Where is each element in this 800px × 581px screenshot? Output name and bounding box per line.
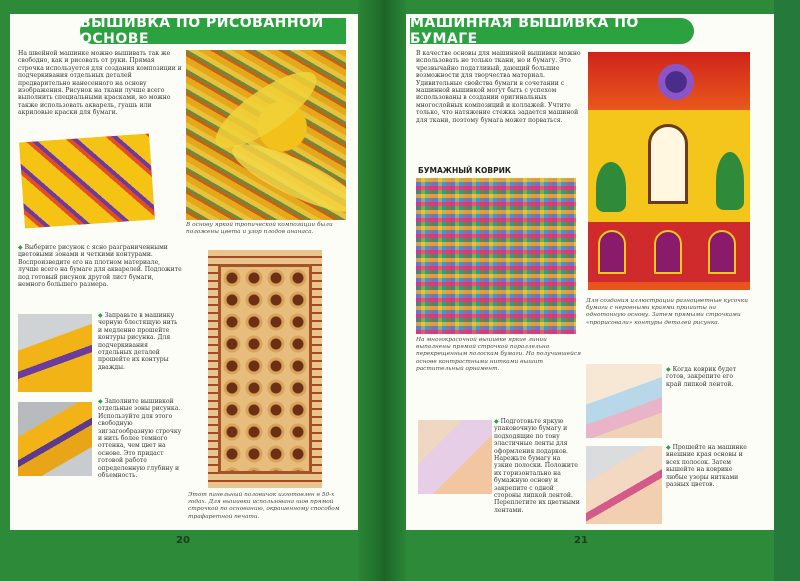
right-step2-body: Когда коврик будет готов, закрепите его край липкой лентой. bbox=[666, 366, 737, 388]
woven-paper-image bbox=[416, 178, 576, 334]
left-step2-text bbox=[98, 312, 182, 371]
paper-collage-flowers-image bbox=[588, 52, 750, 290]
left-step3-text bbox=[98, 398, 182, 479]
right-step3-text bbox=[666, 444, 750, 488]
sewing-step-image-2 bbox=[18, 402, 92, 476]
left-page-number: 20 bbox=[176, 535, 190, 546]
bullet-diamond-icon: ◆ bbox=[666, 366, 671, 373]
book-edge bbox=[774, 0, 800, 581]
paper-weaving-step-image bbox=[418, 420, 492, 494]
right-step1-text bbox=[494, 418, 580, 514]
book-gutter bbox=[358, 0, 406, 581]
right-step3-body: Прошейте на машинке внешние края основы и всех полосок. Затем вышейте на коврике любые узоры нитками разных цветов. bbox=[666, 444, 747, 489]
right-page-number: 21 bbox=[574, 535, 588, 546]
bullet-diamond-icon: ◆ bbox=[18, 244, 23, 251]
right-step1-body: Подготовьте яркую упаковочную бумагу и подходящие по тону эластичные ленты для оформления подарков. Нарежьте бумагу на узкие полоски. Положите их горизонтально на бумажную основу и закрепите с одной стороны липкой лентой. Переплетите их цветными лентами. bbox=[494, 418, 580, 514]
left-intro-text: На швейной машинке можно вышивать так же свободно, как и рисовать от руки. Прямая строчка используется для создания композиции и подчеркивания отдельных деталей предварительно нанесенного на основу изображения. Рисунок на ткани лучше всего выполнить специальными красками, но можно также использовать акварель, гуашь или акриловые краски для бумаги. bbox=[18, 50, 182, 117]
left-page-title: ВЫШИВКА ПО РИСОВАННОЙ ОСНОВЕ bbox=[80, 18, 346, 44]
star-embroidery-image bbox=[19, 134, 155, 229]
left-step3-body: Заполните вышивкой отдельные зоны рисунка. Используйте для этого свободную зигзагообразную строчку и нить более темного оттенка, чем цвет на основе. Это придаст готовой работе определенную глубину и объемность. bbox=[98, 398, 182, 480]
mosaic-caption: В основу яркой тропической композиции были положены цвета и узор плодов ананаса. bbox=[186, 222, 333, 236]
machine-stitch-step-image bbox=[586, 446, 662, 524]
right-page-title: МАШИННАЯ ВЫШИВКА ПО БУМАГЕ bbox=[410, 18, 694, 44]
paper-rug-subhead: БУМАЖНЫЙ КОВРИК bbox=[418, 166, 512, 175]
right-intro-text: В качестве основы для машинной вышивки можно использовать не только ткани, но и бумагу. Это чрезвычайно податливый, дающий большие возможности для творчества материал. Удивительные свойства бумаги в сочетании с машинной вышивкой могут быть с успехом использованы в создании оригинальных многослойных композиций и коллажей. Учтите только, что натяжение стежка задается машиной для ткани, поэтому бумага может порваться. bbox=[416, 50, 581, 124]
left-step1-text bbox=[18, 244, 182, 288]
weave-caption: На многокрасочной вышивке яркие линии выполнены прямой строчкой параллельно перекрещенным полоскам бумаги. На получившейся основе контрастными нитками вышит растительный орнамент. bbox=[416, 337, 581, 372]
bullet-diamond-icon: ◆ bbox=[98, 312, 103, 319]
pineapple-mosaic-image bbox=[186, 50, 346, 220]
sewing-step-image-1 bbox=[18, 314, 92, 392]
stencil-rug-image bbox=[208, 250, 322, 488]
collage-caption: Для создания иллюстрации разноцветные кусочки бумаги с неровными краями пришиты на однотонную основу. Затем прямыми строчками «прорисовали» контуры деталей рисунка. bbox=[586, 298, 748, 326]
rug-caption: Этот панельный половичок изготовлен в 50-х годах. Для вышивки использована шов прямой строчкой по основанию, окрашенному способом трафаретной печати. bbox=[188, 492, 340, 520]
bullet-diamond-icon: ◆ bbox=[494, 418, 499, 425]
bullet-diamond-icon: ◆ bbox=[666, 444, 671, 451]
left-step2-body: Заправьте в машинку черную блестящую нить и медленно прошейте контуры рисунка. Для подчеркивания отдельных деталей прошейте их контуры дважды. bbox=[98, 312, 178, 371]
left-step1-body: Выберите рисунок с ясно разграниченными цветовыми зонами и четкими контурами. Воспроизведите его на плотном материале, лучше всего на бумаге для акварелей. Подложите под готовый рисунок другой лист бумаги, немного большего размера. bbox=[18, 244, 182, 289]
tape-edge-step-image bbox=[586, 364, 662, 438]
bullet-diamond-icon: ◆ bbox=[98, 398, 103, 405]
right-step2-text bbox=[666, 366, 750, 388]
